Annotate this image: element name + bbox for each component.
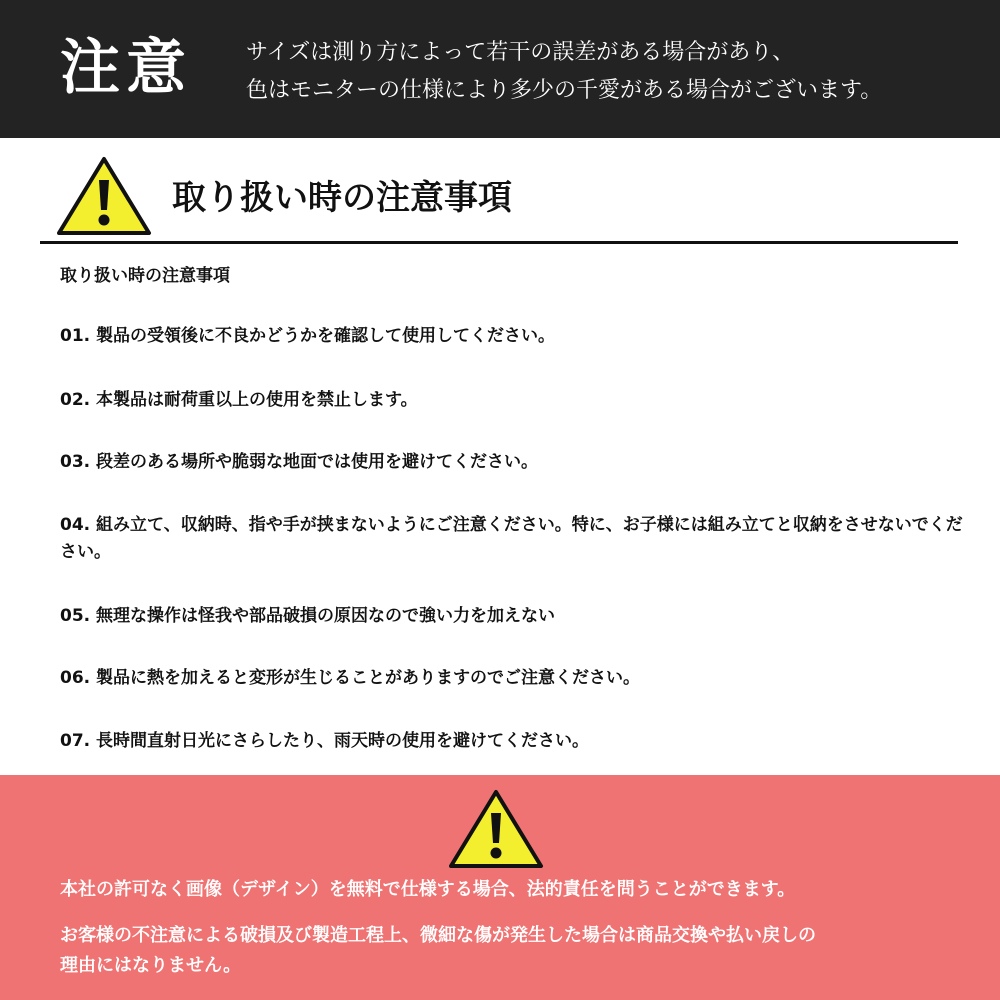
section-header	[40, 150, 960, 245]
notes-heading: 取り扱い時の注意事項	[60, 266, 230, 286]
header-notice	[246, 34, 882, 110]
note-item-01: 01. 製品の受領後に不良かどうかを確認して使用してください。	[60, 326, 556, 346]
footer-notice-line-3: 理由にはなりません。	[60, 955, 242, 976]
note-item-06: 06. 製品に熱を加えると変形が生じることがありますのでご注意ください。	[60, 668, 641, 688]
warning-triangle-icon	[448, 789, 544, 869]
warning-triangle-icon	[56, 156, 152, 236]
header-banner	[0, 0, 1000, 138]
note-item-05: 05. 無理な操作は怪我や部品破損の原因なので強い力を加えない	[60, 606, 556, 626]
header-notice-line-1: サイズは測り方によって若干の誤差がある場合があり、	[246, 40, 795, 65]
header-notice-line-2: 色はモニターの仕様により多少の千愛がある場合がございます。	[246, 78, 883, 103]
notes-list	[60, 263, 975, 751]
section-title: 取り扱い時の注意事項	[172, 178, 512, 218]
header-title: 注意	[60, 33, 192, 103]
section-divider	[40, 241, 958, 244]
note-item-07: 07. 長時間直射日光にさらしたり、雨天時の使用を避けてください。	[60, 731, 590, 751]
note-item-04: 04. 組み立て、収納時、指や手が挟まないようにご注意ください。特に、お子様には組み立てと収納をさせないでください。	[60, 515, 963, 562]
note-item-02: 02. 本製品は耐荷重以上の使用を禁止します。	[60, 390, 418, 410]
note-item-03: 03. 段差のある場所や脆弱な地面では使用を避けてください。	[60, 452, 539, 472]
footer-notice-line-1: 本社の許可なく画像（デザイン）を無料で仕様する場合、法的責任を問うことができます。	[60, 879, 796, 900]
footer-notice-line-2: お客様の不注意による破損及び製造工程上、微細な傷が発生した場合は商品交換や払い戻しの	[60, 925, 816, 946]
footer-banner	[0, 775, 1000, 1000]
